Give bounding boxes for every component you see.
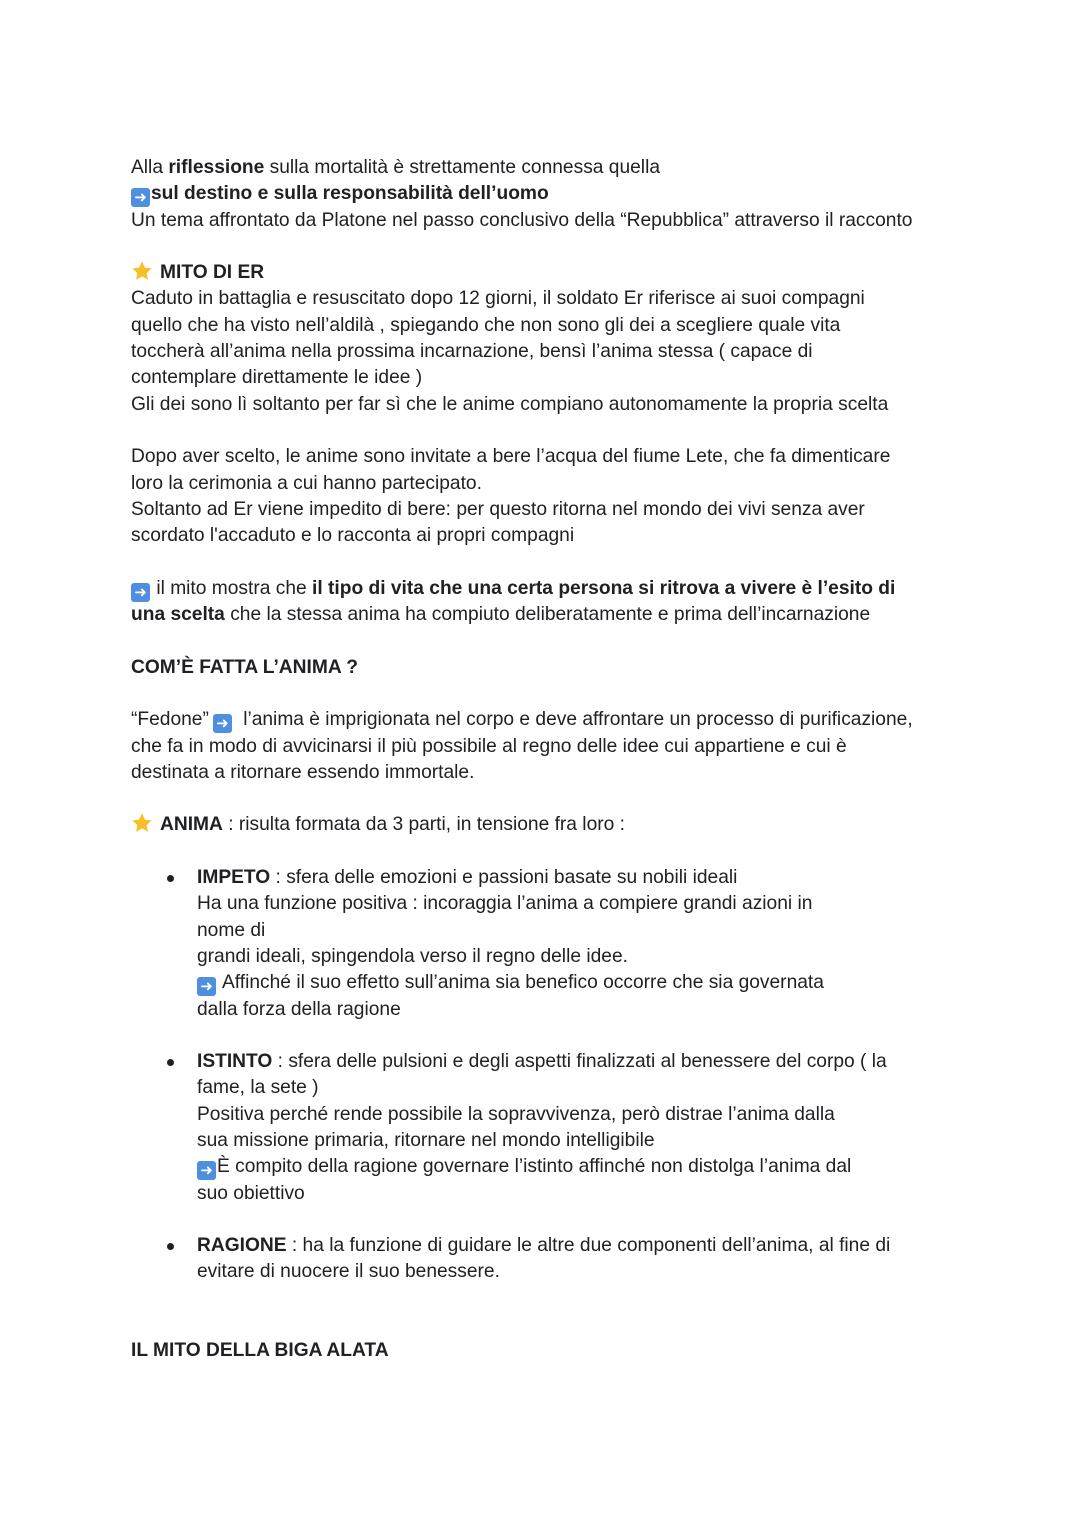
paragraph-line: Caduto in battaglia e resuscitato dopo 12 giorni, il soldato Er riferisce ai suoi compagni xyxy=(131,288,865,310)
bold-text: RAGIONE xyxy=(197,1235,287,1257)
paragraph-line: contemplare direttamente le idee ) xyxy=(131,367,423,389)
biga-heading xyxy=(131,1338,961,1364)
mito-er-heading xyxy=(131,260,961,286)
list-item-line: sua missione primaria, ritornare nel mondo intelligibile xyxy=(197,1129,655,1151)
list-item xyxy=(131,865,961,1023)
right-arrow-icon: ➜ xyxy=(131,188,150,207)
text: che la stessa anima ha compiuto deliberatamente e prima dell’incarnazione xyxy=(224,604,871,626)
right-arrow-icon: ➜ xyxy=(197,977,216,996)
star-icon xyxy=(131,260,153,282)
paragraph-line: Dopo aver scelto, le anime sono invitate a bere l’acqua del fiume Lete, che fa dimenticare xyxy=(131,446,891,468)
paragraph-line: scordato l'accaduto e lo racconta ai propri compagni xyxy=(131,525,575,547)
list-item xyxy=(131,1049,961,1207)
paragraph-line: Soltanto ad Er viene impedito di bere: per questo ritorna nel mondo dei vivi senza aver xyxy=(131,498,865,520)
list-item-line xyxy=(197,1154,961,1180)
right-arrow-icon: ➜ xyxy=(197,1161,216,1180)
list-item-line: nome di xyxy=(197,919,266,941)
paragraph-line: quello che ha visto nell’aldilà , spiegando che non sono gli dei a scegliere quale vita xyxy=(131,314,841,336)
star-icon xyxy=(131,812,153,834)
document-page xyxy=(131,155,961,1365)
list-item-line: grandi ideali, spingendola verso il regno delle idee. xyxy=(197,945,628,967)
bold-text: sul destino e sulla responsabilità dell’uomo xyxy=(151,183,549,205)
anima-question-heading xyxy=(131,655,961,681)
text: Affinché il suo effetto sull’anima sia benefico occorre che sia governata xyxy=(222,972,824,994)
list-item-line: Positiva perché rende possibile la sopravvivenza, però distrae l’anima dalla xyxy=(197,1103,835,1125)
paragraph-line: loro la cerimonia a cui hanno partecipato. xyxy=(131,472,482,494)
section-heading: IL MITO DELLA BIGA ALATA xyxy=(131,1340,389,1362)
bold-text: una scelta xyxy=(131,604,225,626)
list-item-line xyxy=(197,865,961,891)
paragraph-line: Gli dei sono lì soltanto per far sì che le anime compiano autonomamente la propria scelta xyxy=(131,393,889,415)
text: “Fedone” xyxy=(131,709,209,731)
intro-line-3: Un tema affrontato da Platone nel passo conclusivo della “Repubblica” attraverso il racconto xyxy=(131,209,913,231)
conclusion-line-2 xyxy=(131,602,961,628)
list-item-line xyxy=(197,1049,961,1075)
section-heading: MITO DI ER xyxy=(160,262,265,284)
list-item-line: evitare di nuocere il suo benessere. xyxy=(197,1261,500,1283)
list-item-line: suo obiettivo xyxy=(197,1182,305,1204)
paragraph-line: destinata a ritornare essendo immortale. xyxy=(131,761,475,783)
paragraph-line: che fa in modo di avvicinarsi il più possibile al regno delle idee cui appartiene e cui è xyxy=(131,735,847,757)
bullet-icon xyxy=(167,1243,174,1250)
fedone-line-1 xyxy=(131,707,961,733)
bullet-icon xyxy=(167,1059,174,1066)
text: il mito mostra che xyxy=(151,577,313,599)
right-arrow-icon: ➜ xyxy=(131,583,150,602)
list-item-line: Ha una funzione positiva : incoraggia l’anima a compiere grandi azioni in xyxy=(197,893,813,915)
list-item-line: dalla forza della ragione xyxy=(197,998,401,1020)
bold-text: ANIMA xyxy=(160,814,223,836)
text: Alla xyxy=(131,157,169,178)
list-item-line xyxy=(197,970,961,996)
intro-line-1 xyxy=(131,155,961,181)
bullet-icon xyxy=(167,875,174,882)
bold-text: ISTINTO xyxy=(197,1051,273,1073)
intro-line-2 xyxy=(131,181,961,207)
list-item-line: fame, la sete ) xyxy=(197,1077,319,1099)
list-item xyxy=(131,1233,961,1286)
conclusion-line-1 xyxy=(131,576,961,602)
text: È compito della ragione governare l’istinto affinché non distolga l’anima dal xyxy=(217,1156,852,1178)
bold-text: riflessione xyxy=(168,157,265,178)
bold-text: IMPETO xyxy=(197,867,271,889)
text: : sfera delle emozioni e passioni basate su nobili ideali xyxy=(270,867,738,889)
list-item-line xyxy=(197,1233,961,1259)
anima-heading xyxy=(131,812,961,838)
anima-parts-list xyxy=(131,865,961,1286)
paragraph-line: toccherà all’anima nella prossima incarnazione, bensì l’anima stessa ( capace di xyxy=(131,341,813,363)
text: : ha la funzione di guidare le altre due componenti dell’anima, al fine di xyxy=(286,1235,891,1257)
text: : risulta formata da 3 parti, in tensione fra loro : xyxy=(222,814,625,836)
bold-text: il tipo di vita che una certa persona si ritrova a vivere è l’esito di xyxy=(312,577,896,599)
text: sulla mortalità è strettamente connessa quella xyxy=(264,157,660,178)
right-arrow-icon: ➜ xyxy=(213,714,232,733)
section-heading: COM’È FATTA L’ANIMA ? xyxy=(131,656,359,678)
text: l’anima è imprigionata nel corpo e deve affrontare un processo di purificazione, xyxy=(237,709,913,731)
text: : sfera delle pulsioni e degli aspetti finalizzati al benessere del corpo ( la xyxy=(272,1051,887,1073)
